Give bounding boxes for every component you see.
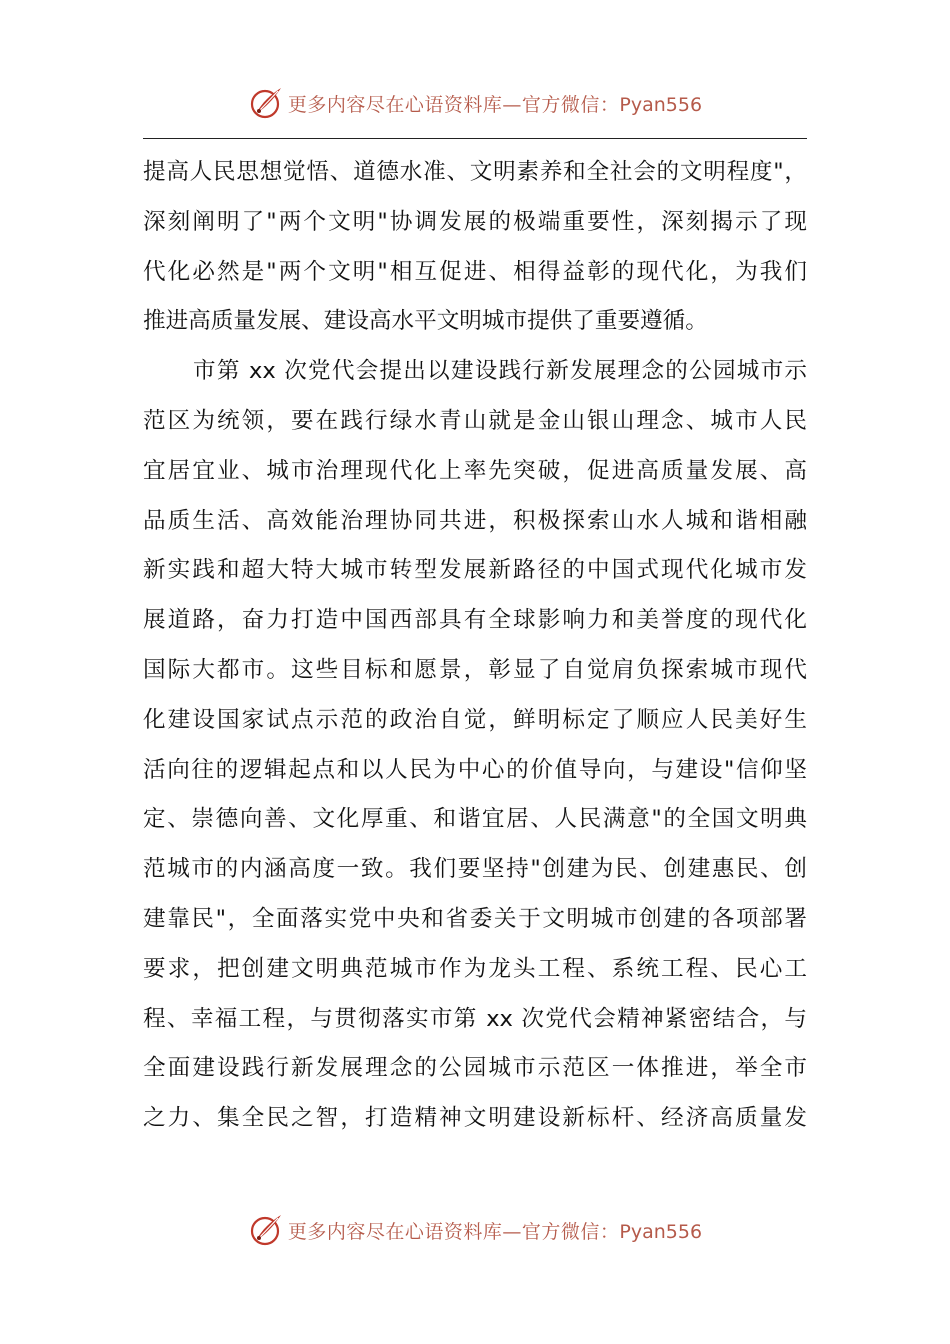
paragraph-1 [143,148,807,347]
text-line: 范区为统领，要在践行绿水青山就是金山银山理念、城市人民 [143,407,807,434]
text-line: 展道路，奋力打造中国西部具有全球影响力和美誉度的现代化 [143,607,807,634]
header-banner-label: 更多内容尽在心语资料库—官方微信： [287,93,620,116]
text-line: 建靠民"，全面落实党中央和省委关于文明城市创建的各项部署 [143,905,807,932]
quill-logo-icon [248,85,284,121]
footer-banner-label: 更多内容尽在心语资料库—官方微信： [287,1220,620,1243]
text-line: 推进高质量发展、建设高水平文明城市提供了重要遵循。 [143,308,708,335]
text-line: 市第 xx 次党代会提出以建设践行新发展理念的公园城市示 [193,358,807,385]
text-line: 定、崇德向善、文化厚重、和谐宜居、人民满意"的全国文明典 [143,806,807,833]
text-line: 提高人民思想觉悟、道德水准、文明素养和全社会的文明程度"， [143,159,807,185]
header-banner-text [288,90,702,117]
text-line: 宜居宜业、城市治理现代化上率先突破，促进高质量发展、高 [143,457,807,484]
text-line: 之力、集全民之智，打造精神文明建设新标杆、经济高质量发 [143,1105,807,1132]
footer-banner [0,1210,950,1250]
text-line: 深刻阐明了"两个文明"协调发展的极端重要性，深刻揭示了现 [143,208,807,235]
text-line: 代化必然是"两个文明"相互促进、相得益彰的现代化，为我们 [143,258,807,285]
text-line: 全面建设践行新发展理念的公园城市示范区一体推进，举全市 [143,1055,807,1082]
paragraph-2 [143,347,807,1144]
footer-wechat-id: Pyan556 [619,1220,703,1243]
text-line: 活向往的逻辑起点和以人民为中心的价值导向，与建设"信仰坚 [143,756,807,783]
text-line: 范城市的内涵高度一致。我们要坚持"创建为民、创建惠民、创 [143,856,807,883]
quill-logo-icon [248,1212,284,1248]
text-line: 新实践和超大特大城市转型发展新路径的中国式现代化城市发 [143,557,807,584]
header-wechat-id: Pyan556 [619,93,703,116]
footer-banner-text [288,1217,702,1244]
text-line: 程、幸福工程，与贯彻落实市第 xx 次党代会精神紧密结合，与 [143,1005,807,1032]
text-line: 化建设国家试点示范的政治自觉，鲜明标定了顺应人民美好生 [143,706,807,733]
header-banner [0,83,950,123]
document-body [143,148,807,1144]
text-line: 要求，把创建文明典范城市作为龙头工程、系统工程、民心工 [143,955,807,982]
header-divider [143,138,807,139]
text-line: 品质生活、高效能治理协同共进，积极探索山水人城和谐相融 [143,507,807,534]
text-line: 国际大都市。这些目标和愿景，彰显了自觉肩负探索城市现代 [143,656,807,683]
